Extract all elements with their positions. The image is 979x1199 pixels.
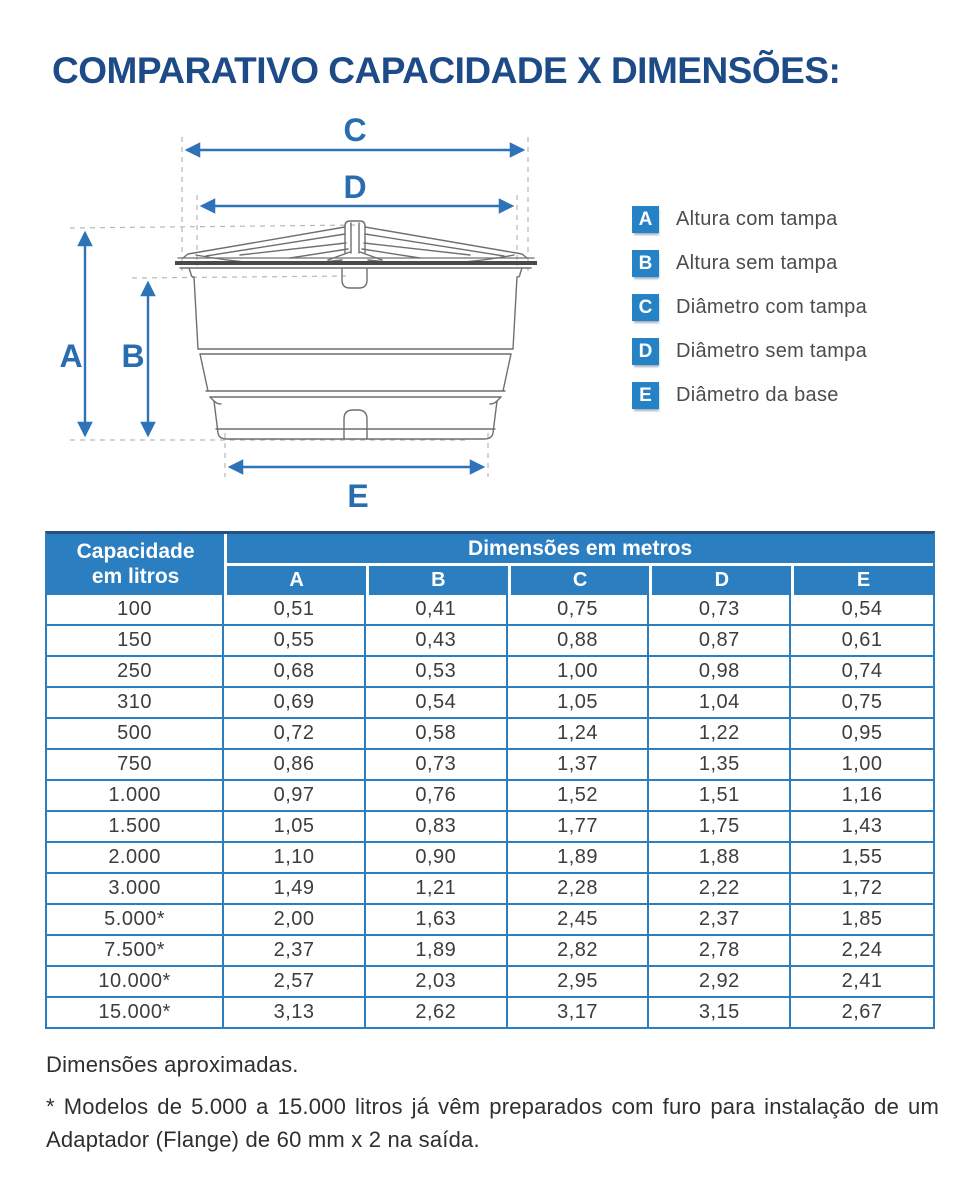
dimension-cell: 0,72 <box>224 719 366 750</box>
capacity-cell: 3.000 <box>47 874 224 905</box>
legend-label: Diâmetro da base <box>676 384 839 406</box>
table-row <box>47 781 933 812</box>
dimension-cell: 2,57 <box>224 967 366 998</box>
legend-item-d <box>632 338 867 365</box>
table-row <box>47 688 933 719</box>
dimension-cell: 2,92 <box>649 967 791 998</box>
capacity-cell: 250 <box>47 657 224 688</box>
dimension-cell: 1,52 <box>508 781 650 812</box>
dimension-cell: 1,55 <box>791 843 933 874</box>
page-title: COMPARATIVO CAPACIDADE X DIMENSÕES: <box>52 50 841 91</box>
capacity-cell: 1.500 <box>47 812 224 843</box>
table-row <box>47 967 933 998</box>
diagram-label-a: A <box>59 338 83 374</box>
dimension-cell: 1,22 <box>649 719 791 750</box>
dimension-cell: 1,89 <box>508 843 650 874</box>
dimension-cell: 1,05 <box>224 812 366 843</box>
dimension-cell: 0,83 <box>366 812 508 843</box>
dimension-cell: 0,86 <box>224 750 366 781</box>
table-row <box>47 719 933 750</box>
dimension-cell: 0,90 <box>366 843 508 874</box>
dimension-cell: 0,73 <box>366 750 508 781</box>
capacity-cell: 100 <box>47 595 224 626</box>
tank-dimensions-diagram <box>28 103 628 523</box>
dimension-cell: 2,45 <box>508 905 650 936</box>
capacity-cell: 1.000 <box>47 781 224 812</box>
dimension-cell: 0,54 <box>366 688 508 719</box>
dimension-cell: 0,53 <box>366 657 508 688</box>
diagram-label-c: C <box>343 112 367 148</box>
flange-adapter-note: * Modelos de 5.000 a 15.000 litros já vêm preparados com furo para instalação de um Adaptador (Flange) de 60 mm x 2 na saída. <box>46 1094 939 1152</box>
approx-dimensions-note: Dimensões aproximadas. <box>46 1052 299 1077</box>
dimension-cell: 0,55 <box>224 626 366 657</box>
dimension-cell: 2,24 <box>791 936 933 967</box>
dimension-cell: 0,61 <box>791 626 933 657</box>
dimension-legend <box>632 206 867 426</box>
capacity-cell: 500 <box>47 719 224 750</box>
diagram-label-d: D <box>343 169 367 205</box>
table-row <box>47 812 933 843</box>
legend-key-badge: D <box>632 338 659 365</box>
dimension-cell: 0,41 <box>366 595 508 626</box>
table-row <box>47 626 933 657</box>
dimension-cell: 1,77 <box>508 812 650 843</box>
dimension-cell: 2,37 <box>224 936 366 967</box>
legend-key-badge: C <box>632 294 659 321</box>
legend-item-b <box>632 250 867 277</box>
dimension-cell: 2,67 <box>791 998 933 1027</box>
dimension-cell: 1,05 <box>508 688 650 719</box>
dimension-cell: 1,72 <box>791 874 933 905</box>
dimension-cell: 2,28 <box>508 874 650 905</box>
column-header-d: D <box>649 566 791 595</box>
legend-item-e <box>632 382 867 409</box>
dimension-cell: 2,03 <box>366 967 508 998</box>
diagram-label-b: B <box>121 338 145 374</box>
dimension-cell: 1,85 <box>791 905 933 936</box>
dimension-cell: 1,00 <box>508 657 650 688</box>
dimension-cell: 3,15 <box>649 998 791 1027</box>
dimension-cell: 0,69 <box>224 688 366 719</box>
column-header-a: A <box>224 566 366 595</box>
dimension-cell: 0,87 <box>649 626 791 657</box>
dimension-cell: 1,04 <box>649 688 791 719</box>
dimension-cell: 1,00 <box>791 750 933 781</box>
legend-label: Altura sem tampa <box>676 252 838 274</box>
legend-key-badge: E <box>632 382 659 409</box>
dimension-cell: 1,75 <box>649 812 791 843</box>
column-header-b: B <box>366 566 508 595</box>
capacity-header-line1: Capacidade <box>76 540 195 564</box>
capacity-column-header <box>47 534 224 595</box>
table-header-row-1 <box>47 534 933 566</box>
table-body <box>47 595 933 1027</box>
tank-drawing <box>175 221 537 439</box>
dimension-cell: 0,51 <box>224 595 366 626</box>
dimension-cell: 0,95 <box>791 719 933 750</box>
dimension-cell: 0,74 <box>791 657 933 688</box>
dimension-cell: 2,95 <box>508 967 650 998</box>
dimension-cell: 1,51 <box>649 781 791 812</box>
dimension-cell: 2,00 <box>224 905 366 936</box>
table-row <box>47 843 933 874</box>
capacity-dimensions-table <box>47 534 933 1027</box>
legend-item-a <box>632 206 867 233</box>
dimension-cell: 0,76 <box>366 781 508 812</box>
table-row <box>47 905 933 936</box>
dimension-cell: 0,54 <box>791 595 933 626</box>
table-row <box>47 936 933 967</box>
dimension-cell: 1,89 <box>366 936 508 967</box>
capacity-cell: 15.000* <box>47 998 224 1027</box>
legend-key-badge: B <box>632 250 659 277</box>
legend-label: Diâmetro sem tampa <box>676 340 868 362</box>
table-row <box>47 874 933 905</box>
dimension-cell: 1,21 <box>366 874 508 905</box>
dimension-cell: 2,22 <box>649 874 791 905</box>
dimension-cell: 2,41 <box>791 967 933 998</box>
column-header-e: E <box>791 566 933 595</box>
dimension-cell: 1,49 <box>224 874 366 905</box>
dimension-cell: 0,88 <box>508 626 650 657</box>
capacity-cell: 5.000* <box>47 905 224 936</box>
dimension-cell: 3,17 <box>508 998 650 1027</box>
dimension-cell: 1,24 <box>508 719 650 750</box>
dimension-cell: 0,98 <box>649 657 791 688</box>
dimension-cell: 1,10 <box>224 843 366 874</box>
legend-label: Diâmetro com tampa <box>676 296 868 318</box>
capacity-cell: 310 <box>47 688 224 719</box>
dimension-cell: 1,37 <box>508 750 650 781</box>
dimension-cell: 2,82 <box>508 936 650 967</box>
dimension-cell: 1,63 <box>366 905 508 936</box>
diagram-label-e: E <box>347 478 369 514</box>
dimension-cell: 2,37 <box>649 905 791 936</box>
capacity-cell: 150 <box>47 626 224 657</box>
dimensions-group-header: Dimensões em metros <box>224 534 933 566</box>
legend-key-badge: A <box>632 206 659 233</box>
dimension-labels <box>59 112 368 514</box>
capacity-cell: 750 <box>47 750 224 781</box>
dimension-cell: 2,62 <box>366 998 508 1027</box>
dimension-cell: 0,68 <box>224 657 366 688</box>
dimension-cell: 1,16 <box>791 781 933 812</box>
dimension-cell: 1,43 <box>791 812 933 843</box>
capacity-cell: 10.000* <box>47 967 224 998</box>
dimension-cell: 0,43 <box>366 626 508 657</box>
dimension-cell: 3,13 <box>224 998 366 1027</box>
dimension-cell: 0,97 <box>224 781 366 812</box>
dimension-cell: 0,58 <box>366 719 508 750</box>
dimension-cell: 0,73 <box>649 595 791 626</box>
capacity-cell: 2.000 <box>47 843 224 874</box>
table-row <box>47 998 933 1027</box>
dimension-cell: 2,78 <box>649 936 791 967</box>
dimension-cell: 0,75 <box>791 688 933 719</box>
table-row <box>47 595 933 626</box>
dimension-arrows <box>85 150 523 467</box>
dimension-cell: 0,75 <box>508 595 650 626</box>
legend-item-c <box>632 294 867 321</box>
column-header-c: C <box>508 566 650 595</box>
capacity-cell: 7.500* <box>47 936 224 967</box>
capacity-dimensions-table-wrap <box>45 531 935 1029</box>
table-row <box>47 657 933 688</box>
construction-lines <box>70 137 528 477</box>
legend-label: Altura com tampa <box>676 208 838 230</box>
dimension-cell: 1,35 <box>649 750 791 781</box>
table-row <box>47 750 933 781</box>
dimension-cell: 1,88 <box>649 843 791 874</box>
capacity-header-line2: em litros <box>91 564 180 588</box>
